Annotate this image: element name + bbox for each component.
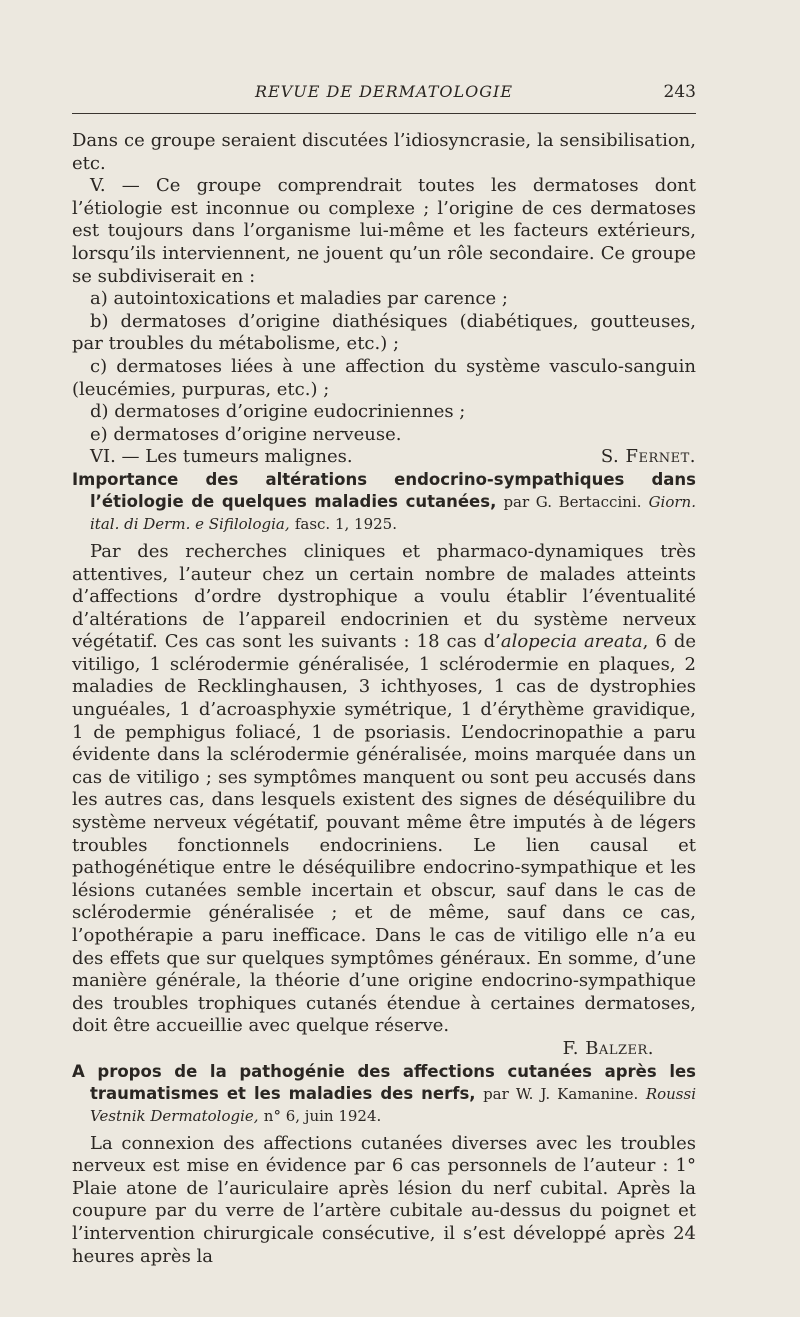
page-number: 243 [663,82,696,102]
list-item: e) dermatoses d’origine nerveuse. [90,423,402,445]
article-source: Giorn. ital. di Derm. e Sifilologia, [90,492,696,533]
article-title: Importance des altérations endocrino-sympathiques dans l’étiologie de quelques maladies cutanées, [72,469,696,511]
closing-text: VI. — Les tumeurs malignes. [90,446,353,468]
running-head [72,80,696,106]
article-author: par W. J. Kamanine. [483,1084,639,1103]
list-item: b) dermatoses d’origine diathésiques (diabétiques, goutteuses, par troubles du métabolisme, etc.) ; [72,310,696,355]
article-source: Roussi Vestnik Dermatologie, [90,1084,696,1125]
list-item: a) autointoxications et maladies par carence ; [90,288,508,310]
article-title: A propos de la pathogénie des affections cutanées après les traumatismes et les maladies des nerfs, [72,1061,696,1103]
article-source-detail: fasc. 1, 1925. [294,514,397,533]
closing-line [72,446,696,469]
paragraph: Dans ce groupe seraient discutées l’idiosyncrasie, la sensibilisation, etc. [72,130,696,174]
paragraph: V. — Ce groupe comprendrait toutes les dermatoses dont l’étiologie est inconnue ou complexe ; l’origine de ces dermatoses est toujours dans l’organisme lui-même et les facteurs extérieurs, lorsqu’ils interviennent, ne jouent qu’un rôle secondaire. Ce groupe se subdiviserait en : [72,175,696,287]
journal-title: REVUE DE DERMATOLOGIE [254,82,514,101]
article-heading [72,469,696,535]
header-rule [72,113,696,114]
article-body: Par des recherches cliniques et pharmaco-dynamiques très attentives, l’auteur chez un certain nombre de malades atteints d’affections d’ordre dystrophique a voulu établir l’éventualité d’altérations de l’appareil endocrinien et du système nerveux végétatif. Ces cas sont les suivants : 18 cas d’alopecia areata, 6 de vitiligo, 1 sclérodermie généralisée, 1 sclérodermie en plaques, 2 maladies de Recklinghausen, 3 ichthyoses, 1 cas de dystrophies unguéales, 1 d’acroasphyxie symétrique, 1 d’érythème gravidique, 1 de pemphigus foliacé, 1 de psoriasis. L’endocrinopathie a paru évidente dans la sclérodermie généralisée, moins marquée dans un cas de vitiligo ; ses symptômes manquent ou sont peu accusés dans les autres cas, dans lesquels existent des signes de déséquilibre du système nerveux végétatif, pouvant même être imputés à de légers troubles fonctionnels endocriniens. Le lien causal et pathogénétique entre le déséquilibre endocrino-sympathique et les lésions cutanées semble incertain et obscur, sauf dans le cas de sclérodermie généralisée ; et de même, sauf dans ce cas, l’opothérapie a paru inefficace. Dans le cas de vitiligo elle n’a eu des effets que sur quelques symptômes généraux. En somme, d’une manière générale, la théorie d’une origine endocrino-sympathique des troubles trophiques cutanés étendue à certaines dermatoses, doit être accueillie avec quelque réserve. [72,540,696,1037]
italic-term: alopecia areata [500,631,643,653]
page-body [72,130,696,1268]
article-author: par G. Bertaccini. [503,492,642,511]
article-body: La connexion des affections cutanées diverses avec les troubles nerveux est mise en évidence par 6 cas personnels de l’auteur : 1° Plaie atone de l’auriculaire après lésion du nerf cubital. Après la coupure par du verre de l’artère cubitale au-dessus du poignet et l’intervention chirurgicale consécutive, il s’est développé après 24 heures après la [72,1132,696,1267]
list-item: d) dermatoses d’origine eudocriniennes ; [90,401,466,423]
article-source-detail: n° 6, juin 1924. [263,1106,382,1125]
article-heading [72,1061,696,1127]
author-signature: S. Fernet. [600,446,696,468]
list-item: c) dermatoses liées à une affection du système vasculo-sanguin (leucémies, purpuras, etc.) ; [72,355,696,400]
author-signature: F. Balzer. [562,1037,654,1059]
signature-line [72,1038,696,1061]
